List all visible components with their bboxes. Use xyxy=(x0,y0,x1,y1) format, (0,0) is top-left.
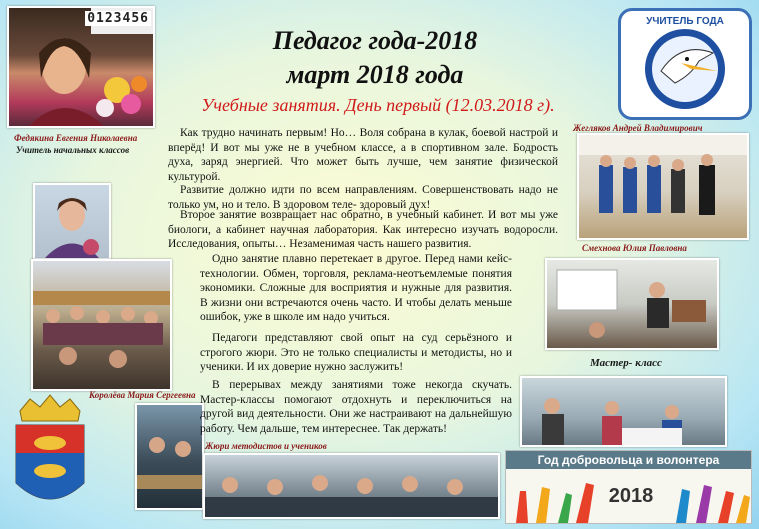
gym-illustration xyxy=(579,135,747,238)
caption-master-class: Мастер- класс xyxy=(590,357,662,369)
caption-smekhnova: Смехнова Юлия Павловна xyxy=(582,243,687,253)
paragraph-5: Педагоги представляют свой опыт на суд серьёзного и строгого жюри. Это не только специалисты и методисты, но и ученики. И их доверие нужно заслужить! xyxy=(200,332,512,373)
page-subtitle: Учебные занятия. День первый (12.03.2018 г). xyxy=(201,95,555,115)
paragraph-6: В перерывах между занятиями тоже некогда скучать. Мастер-классы помогают отдохнуть и переключиться на другой вид деятельности. Они же настраивают на дальнейшую работу. Чем дальше, тем интереснее. Так держать! xyxy=(200,379,512,435)
paragraph-4: Одно занятие плавно перетекает в другое. Перед нами кейс-технологии. Обмен, торговля, реклама-неотъемлемые понятия экономики. Сложные для восприятия и нужные для развития. В жизни они встречаются очень часто. И чтобы делать меньше ошибок, уже в школе им надо учиться. xyxy=(200,253,512,323)
audience-illustration xyxy=(33,261,170,389)
master-class-illustration xyxy=(522,378,725,445)
counter-display: 0123456 xyxy=(87,11,149,26)
portrait-korolyova-photo xyxy=(33,183,111,260)
lesson-demo-photo xyxy=(545,258,719,350)
paragraph-2: Развитие должно идти по всем направлениям. Совершенствовать надо не только ум, но и тело. В здоровом теле- здоровый дух! xyxy=(168,184,558,211)
caption-fedyakina-name: Федякина Евгения Николаевна xyxy=(14,133,138,143)
jury-panel-photo xyxy=(203,453,500,519)
logo-text: УЧИТЕЛЬ ГОДА xyxy=(646,16,724,27)
volunteer-year-banner xyxy=(505,450,752,524)
jury-table-photo xyxy=(135,403,204,510)
master-class-photo xyxy=(520,376,727,447)
jury-panel-illustration xyxy=(205,455,498,517)
volunteer-year: 2018 xyxy=(608,485,654,507)
town-coat-of-arms xyxy=(12,393,88,511)
page-title-line2: март 2018 года xyxy=(286,60,464,89)
fish-crest-icon xyxy=(12,393,88,511)
lesson-illustration xyxy=(547,260,717,348)
caption-zheglyakov: Жегляков Андрей Владимирович xyxy=(573,123,703,133)
paragraph-3: Второе занятие возвращает нас обратно, в учебный кабинет. И вот мы уже биологи, а кабинет научная лаборатория. Как интересно изучать водоросли. Исследования, опыты… Незаменимая часть нашего развития. xyxy=(168,209,558,250)
paragraph-1: Как трудно начинать первым! Но… Воля собрана в кулак, боевой настрой и вперёд! И вот мы уже не в учебном классе, а в спортивном зале. Бодрость духа, заряд энергией. Что может быть лучше, чем занятие физической культурой. xyxy=(168,127,558,183)
teacher-of-year-logo xyxy=(618,8,752,120)
caption-korolyova: Королёва Мария Сергеевна xyxy=(89,390,196,400)
gym-class-photo xyxy=(577,133,749,240)
volunteer-title: Год добровольца и волонтера xyxy=(506,451,751,469)
portrait-fedyakina-photo xyxy=(7,6,155,128)
teacher-portrait xyxy=(35,185,109,258)
classroom-audience-photo xyxy=(31,259,172,391)
page-title-line1: Педагог года-2018 xyxy=(272,26,478,55)
jury-illustration xyxy=(137,405,202,508)
caption-jury: Жюри методистов и учеников xyxy=(205,441,327,451)
caption-fedyakina-role: Учитель начальных классов xyxy=(16,145,130,155)
